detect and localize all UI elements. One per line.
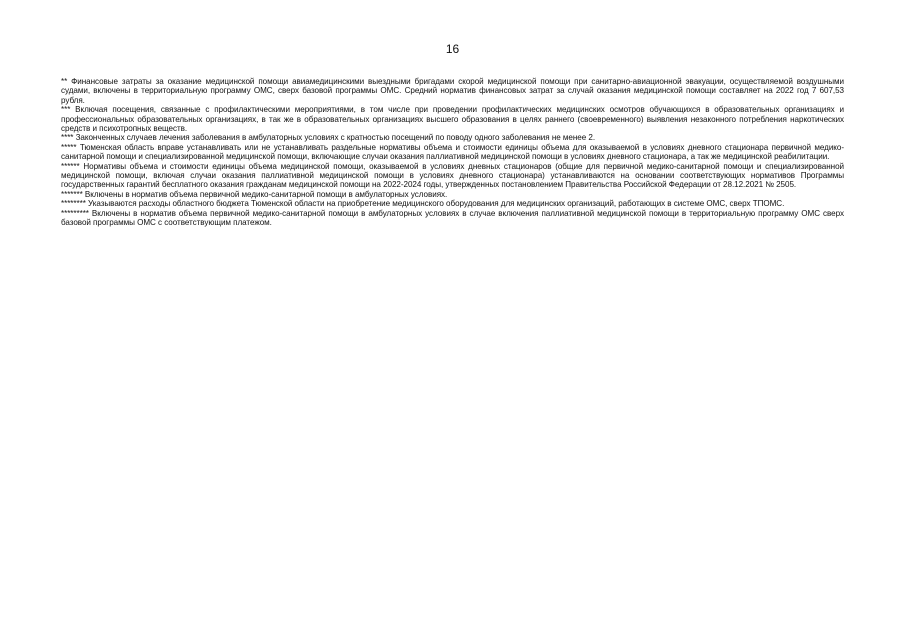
footnote-2-stars: ** Финансовые затраты за оказание медицинской помощи авиамедицинскими выездными бригадами скорой медицинской помощи при санитарно-авиационной эвакуации, осуществляемой воздушными судами, включены в территориальную программу ОМС, сверх базовой программы ОМС. Средний норматив финансовых затрат за случай оказания медицинской помощи составляет на 2022 год 7 607,53 рубля. xyxy=(61,77,844,105)
footnotes xyxy=(61,77,844,228)
footnote-7-stars: ******* Включены в норматив объема первичной медико-санитарной помощи в амбулаторных условиях. xyxy=(61,189,448,199)
footnote-4-stars: **** Законченных случаев лечения заболевания в амбулаторных условиях с кратностью посещений по поводу одного заболевания не менее 2. xyxy=(61,133,596,143)
footnote-6-stars: ****** Нормативы объема и стоимости единицы объема медицинской помощи, оказываемой в условиях дневных стационаров (общие для первичной медико-санитарной помощи и специализированной медицинской помощи, включая случаи оказания паллиативной медицинской помощи в условиях дневного стационара) устанавливаются на основании соответствующих нормативов Программы государственных гарантий бесплатного оказания гражданам медицинской помощи на 2022-2024 годы, утвержденных постановлением Правительства Российской Федерации от 28.12.2021 № 2505. xyxy=(61,161,844,190)
page-number: 16 xyxy=(445,42,460,56)
footnote-5-stars: ***** Тюменская область вправе устанавливать или не устанавливать раздельные нормативы объема и стоимости единицы объема для оказываемой в условиях дневного стационара первичной медико-санитарной помощи и специализированной медицинской помощи, включающие случаи оказания паллиативной медицинской помощи в условиях дневного стационара, а так же медицинской реабилитации. xyxy=(61,142,844,162)
footnote-9-stars: ********* Включены в норматив объема первичной медико-санитарной помощи в амбулаторных условиях в случае включения паллиативной медицинской помощи в территориальную программу ОМС сверх базовой программы ОМС с соответствующим платежом. xyxy=(61,208,844,228)
footnote-3-stars: *** Включая посещения, связанные с профилактическими мероприятиями, в том числе при проведении профилактических медицинских осмотров обучающихся в образовательных организациях и профессиональных образовательных организациях, в так же в образовательных организациях высшего образования в целях раннего (своевременного) выявления незаконного потребления наркотических средств и психотропных веществ. xyxy=(61,105,844,134)
footnote-8-stars: ******** Указываются расходы областного бюджета Тюменской области на приобретение медицинского оборудования для медицинских организаций, работающих в системе ОМС, сверх ТПОМС. xyxy=(61,199,785,209)
